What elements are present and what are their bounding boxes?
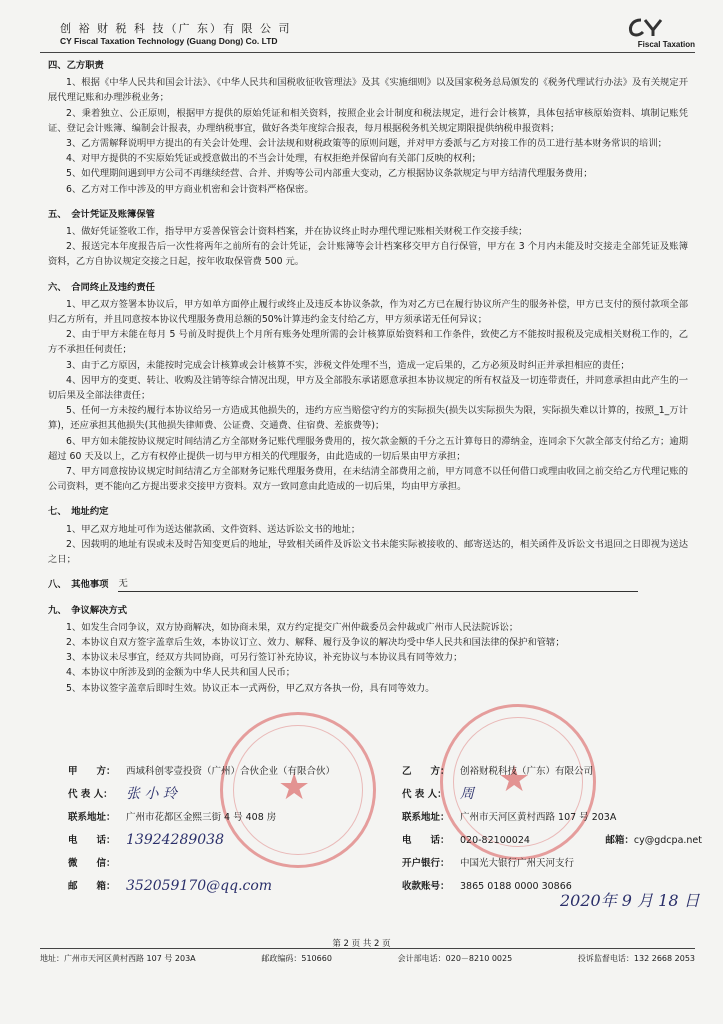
party-a-phone: 13924289038 bbox=[126, 832, 224, 848]
party-a-mail-label: 邮 箱： bbox=[68, 881, 116, 892]
party-b-addr-label: 联系地址： bbox=[402, 812, 450, 823]
section-item: 4、因甲方的变更、转让、收购及注销等综合情况出现，甲方及全部股东承诺愿意承担本协议规定的所有权益及一切连带责任，并同意承担由此产生的一切后果及全部法律责任； bbox=[48, 374, 688, 402]
contract-section bbox=[48, 207, 688, 270]
section-item: 4、对甲方提供的不实原始凭证或授意做出的不当会计处理，有权拒绝并保留向有关部门反映的权利； bbox=[66, 153, 481, 165]
party-b-rep-signature: 周 bbox=[460, 786, 474, 802]
party-b-label: 乙 方： bbox=[402, 766, 450, 777]
party-b-signature-block bbox=[402, 760, 702, 898]
party-a-rep-label: 代 表 人： bbox=[68, 789, 113, 800]
footer-address: 地址：广州市天河区黄村西路 107 号 203A bbox=[40, 954, 196, 963]
other-matters-row bbox=[48, 577, 688, 592]
party-b-account-label: 收款账号： bbox=[402, 881, 450, 892]
dispute-item: 3、本协议未尽事宜，经双方共同协商，可另行签订补充协议，补充协议与本协议具有同等效力； bbox=[66, 652, 463, 664]
dispute-section bbox=[48, 603, 688, 696]
section-title: 四、乙方职责 bbox=[48, 60, 104, 71]
section-title: 七、 地址约定 bbox=[48, 506, 109, 518]
party-b-rep-label: 代 表 人： bbox=[402, 789, 447, 800]
company-name-en: CY Fiscal Taxation Technology (Guang Dong) Co. LTD bbox=[60, 36, 278, 46]
section-item: 1、做好凭证签收工作，指导甲方妥善保管会计资料档案，并在协议终止时办理代理记账相关财税工作交接手续； bbox=[66, 226, 528, 238]
party-a-wechat-label: 微 信： bbox=[68, 858, 116, 869]
section-item: 3、由于乙方原因，未能按时完成会计核算或会计核算不实，涉税文件处理不当，造成一定后果的，乙方必须及时纠正并承担相应的责任； bbox=[66, 359, 630, 371]
party-b-bank-label: 开户银行： bbox=[402, 858, 450, 869]
signing-date: 2020年 9 月 18 日 bbox=[560, 891, 700, 910]
party-b-name: 创裕财税科技（广东）有限公司 bbox=[460, 766, 594, 777]
contract-section bbox=[48, 504, 688, 567]
section-item: 5、如代理期间遇到甲方公司不再继续经营、合并、并购等公司内部重大变动，乙方根据协议条款规定与甲方结清代理服务费用； bbox=[66, 168, 593, 180]
party-a-rep-signature: 张 小 玲 bbox=[126, 786, 177, 802]
party-b-phone-label: 电 话： bbox=[402, 835, 450, 846]
section-title: 六、 合同终止及违约责任 bbox=[48, 281, 155, 293]
section-title: 五、 会计凭证及账簿保管 bbox=[48, 208, 155, 220]
party-a-wechat bbox=[126, 852, 378, 875]
party-b-mail-label: 邮箱： bbox=[605, 835, 634, 846]
section-item: 2、由于甲方未能在每月 5 号前及时提供上个月所有账务处理所需的会计核算原始资料和工作条件，致使乙方不能按时报税及完成相关财税工作的，乙方不承担任何责任； bbox=[48, 329, 688, 356]
section-item: 6、甲方如未能按协议规定时间结清乙方全部财务记账代理服务费用的，按欠款金额的千分之五计算每日的滞纳金，连同余下欠款全部支付给乙方；逾期超过 60 天及以上，乙方有权停止提供一切与甲方相关的代理服务，由此造成的一切后果由甲方承担； bbox=[48, 435, 688, 462]
party-b-account: 3865 0188 0000 30866 bbox=[460, 881, 572, 892]
dispute-item: 1、如发生合同争议，双方协商解决，如协商未果，双方约定提交广州仲裁委员会仲裁或广州市人民法院诉讼； bbox=[66, 621, 519, 633]
party-a-seal: ★ bbox=[220, 712, 376, 868]
dispute-title: 九、 争议解决方式 bbox=[48, 604, 128, 616]
footer-phone: 会计部电话：020－8210 0025 bbox=[397, 954, 513, 963]
section-item: 7、甲方同意按协议规定时间结清乙方全部财务记账代理服务费用，在未结清全部费用之前，甲方同意不以任何借口或理由收回之前交给乙方代理记账的公司资料，更不能向乙方提出要求交接甲方资料。双方一致同意由此造成的一切后果，均由甲方承担。 bbox=[48, 466, 688, 493]
section-item: 1、甲乙双方地址可作为送达催款函、文件资料、送达诉讼文书的地址； bbox=[66, 523, 361, 535]
section-item: 6、乙方对工作中涉及的甲方商业机密和会计资料严格保密。 bbox=[66, 183, 314, 195]
footer-postcode: 邮政编码：510660 bbox=[261, 954, 332, 963]
page-number: 第 2 页 共 2 页 bbox=[332, 939, 391, 949]
party-a-label: 甲 方： bbox=[68, 766, 116, 777]
section-item: 2、因载明的地址有误或未及时告知变更后的地址，导致相关函件及诉讼文书未能实际被接收的、邮寄送达的，相关函件及诉讼文书退回之日即视为送达之日； bbox=[48, 538, 688, 566]
party-a-name: 西域科创零壹投资（广州）合伙企业（有限合伙） bbox=[126, 766, 336, 777]
section-item: 1、根据《中华人民共和国会计法》、《中华人民共和国税收征收管理法》及其《实施细则》以及国家税务总局颁发的《税务代理试行办法》及有关规定开展代理记账和办理涉税业务； bbox=[48, 77, 688, 104]
section-item: 5、任何一方未按约履行本协议给另一方造成其他损失的，违约方应当赔偿守约方的实际损失(损失以实际损失为限，实际损失难以计算的，按照_1_万计算)，还应承担其他损失(其他损失律师费、公证费、交通费、住宿费、差旅费等)； bbox=[48, 405, 688, 432]
contract-sections bbox=[48, 58, 688, 567]
party-b-bank: 中国光大银行广州天河支行 bbox=[460, 858, 575, 869]
party-b-seal: ★ bbox=[440, 704, 596, 860]
contract-body bbox=[48, 58, 688, 696]
dispute-item: 5、本协议签字盖章后即时生效。协议正本一式两份，甲乙双方各执一份，具有同等效力。 bbox=[66, 682, 435, 694]
contract-section bbox=[48, 58, 688, 197]
page-footer bbox=[40, 948, 695, 964]
section-item: 1、甲乙双方签署本协议后，甲方如单方面停止履行或终止及违反本协议条款，作为对乙方已在履行协议所产生的服务补偿，甲方已支付的预付款项全部归乙方所有，并且同意按本协议代理服务费用总额的50%计算违约金支付给乙方，甲方须承诺无任何异议； bbox=[48, 298, 688, 326]
party-b-phone: 020-82100024 bbox=[460, 835, 530, 846]
section-item: 3、乙方需解释说明甲方提出的有关会计处理、会计法规和财税政策等的原则问题，并对甲方委派与乙方对接工作的员工进行基本财务常识的培训； bbox=[66, 138, 667, 150]
party-a-address: 广州市花都区金熙三街 4 号 408 房 bbox=[126, 812, 277, 823]
party-b-email: cy@gdcpa.net bbox=[633, 835, 702, 846]
party-a-signature-block bbox=[68, 760, 378, 898]
section-item: 2、秉着独立、公正原则，根据甲方提供的原始凭证和相关资料，按照企业会计制度和税法规定，进行会计核算，具体包括审核原始资料、填制记账凭证、登记会计账簿、编制会计报表，办理纳税事宜，做好各类年度综合报表，每月根据税务机关规定期限提供纳税申报资料； bbox=[48, 107, 688, 134]
party-a-phone-label: 电 话： bbox=[68, 835, 116, 846]
contract-section bbox=[48, 280, 688, 495]
party-a-addr-label: 联系地址： bbox=[68, 812, 116, 823]
dispute-item: 4、本协议中所涉及到的金额为中华人民共和国人民币； bbox=[66, 667, 296, 679]
party-a-email: 352059170@qq.com bbox=[126, 878, 273, 894]
page-header bbox=[40, 18, 695, 53]
other-matters-value: 无 bbox=[118, 577, 638, 592]
other-matters-title: 八、 其他事项 bbox=[48, 579, 109, 591]
dispute-item: 2、本协议自双方签字盖章后生效，本协议订立、效力、解释、履行及争议的解决均受中华人民共和国法律的保护和管辖； bbox=[66, 636, 565, 648]
footer-complaint: 投诉监督电话：132 2668 2053 bbox=[577, 954, 695, 963]
party-b-address: 广州市天河区黄村西路 107 号 203A bbox=[460, 812, 617, 823]
company-name-cn: 创 裕 财 税 科 技（广 东）有 限 公 司 bbox=[60, 22, 292, 35]
section-item: 2、报送完本年度报告后一次性将两年之前所有的会计凭证，会计账簿等会计档案移交甲方自行保管，甲方在 3 个月内未能及时交接走全部凭证及账簿资料，乙方自协议规定交接之日起，按年收取保管费 500 元。 bbox=[48, 241, 688, 268]
logo-text: Fiscal Taxation bbox=[637, 40, 695, 49]
